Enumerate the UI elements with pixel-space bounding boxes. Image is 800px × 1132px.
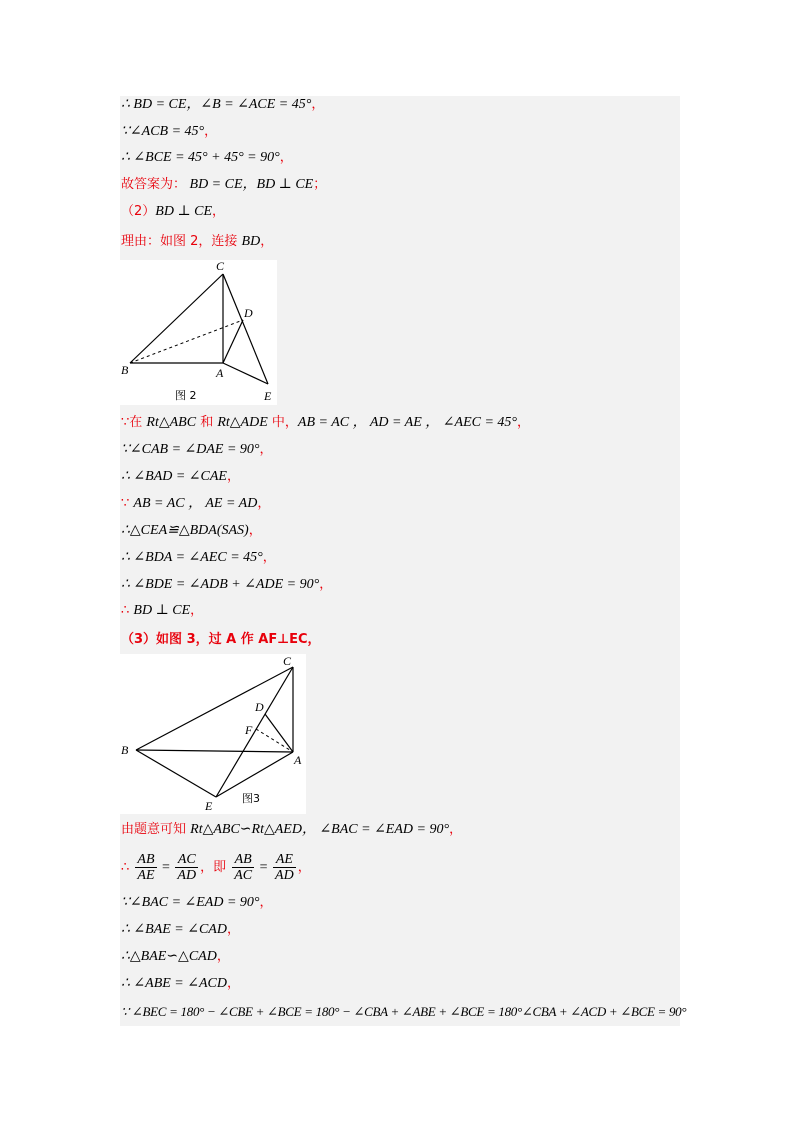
math-text: Rt△ABC∽Rt△AED (190, 822, 302, 837)
therefore-prefix: ∴ (121, 603, 134, 618)
math-text: ∴ ∠BAE = ∠CAD (121, 922, 227, 937)
fraction-ab-ae (135, 852, 156, 883)
numerator: AC (175, 852, 198, 868)
fraction-ac-ad (175, 852, 198, 883)
punct: ， (212, 204, 226, 219)
punct: ， (226, 469, 240, 484)
fraction-ab-ac (232, 852, 254, 883)
numerator: AB (232, 852, 254, 868)
math-text: ∵ ∠BEC = 180° − ∠CBE + ∠BCE = 180° − ∠CBA + ∠ABE + ∠BCE = 180°∠CBA + ∠ACD + ∠BCE = 90° (121, 1004, 687, 1019)
line-11 (121, 519, 262, 543)
denominator: AE (137, 868, 155, 884)
math-text: BD = CE，BD ⊥ CE (189, 177, 314, 192)
denominator: AD (177, 868, 197, 884)
figure-3-caption: 图3 (242, 792, 260, 805)
punct: ， (262, 550, 276, 565)
numerator: AB (137, 852, 155, 868)
punct: ， (279, 150, 293, 165)
math-text: ∴ ∠BDE = ∠ADB + ∠ADE = 90° (121, 577, 320, 592)
math-text: ∴ ∠BDA = ∠AEC = 45° (121, 550, 263, 565)
punct: ， (226, 976, 240, 991)
math-text: ∴△CEA≌△BDA(SAS) (121, 523, 249, 538)
math-text: AB = AC ， AE = AD (133, 496, 258, 511)
answer-prefix: 故答案为： (121, 177, 187, 192)
line-15: （3）如图 3，过 A 作 AF⊥EC， (121, 632, 321, 647)
math-text: Rt△ADE (217, 415, 268, 430)
because-prefix: ∵在 (121, 415, 147, 430)
segment-da (265, 714, 293, 752)
connector: ，即 (200, 860, 231, 875)
math-text: ∴△BAE∽△CAD (121, 949, 217, 964)
punct: ， (311, 97, 325, 112)
segment-bc (130, 274, 223, 363)
math-text: ∴ ∠BAD = ∠CAE (121, 469, 227, 484)
conjunction: 和 (196, 415, 218, 430)
math-text: ∴ ∠BCE = 45° + 45° = 90° (121, 150, 280, 165)
denominator: AC (234, 868, 253, 884)
punct: ， (257, 496, 271, 511)
segment-ea (216, 752, 293, 797)
line-10 (121, 492, 270, 516)
math-text: BD (241, 234, 261, 249)
segment-ec (216, 667, 293, 797)
punct: ， (259, 442, 273, 457)
segment-af-dashed (256, 729, 293, 752)
line-18 (121, 891, 273, 915)
label-a: A (216, 366, 224, 380)
denominator: AD (275, 868, 294, 884)
label-b: B (121, 743, 129, 757)
math-text: BD ⊥ CE (155, 204, 212, 219)
punct: ， (517, 415, 531, 430)
because-prefix: ∵ (121, 496, 134, 511)
line-3 (121, 146, 293, 170)
line-14 (121, 599, 203, 623)
segment-ba (136, 750, 293, 752)
math-text: Rt△ABC (146, 415, 197, 430)
punct: ； (313, 177, 327, 192)
label-c: C (283, 654, 292, 668)
therefore-prefix: ∴ (121, 860, 134, 875)
line-7 (121, 411, 530, 435)
line-8 (121, 438, 273, 462)
math-text: AB = AC ， AD = AE ， ∠AEC = 45° (297, 415, 518, 430)
figure-2-diagram (120, 260, 277, 405)
label-f: F (245, 723, 253, 737)
math-text: ∴ ∠ABE = ∠ACD (121, 976, 227, 991)
punct: ， (216, 949, 230, 964)
line-1 (121, 93, 324, 117)
line-13 (121, 573, 332, 597)
math-text: ∵∠BAC = ∠EAD = 90° (121, 895, 260, 910)
punct: ， (297, 860, 311, 875)
punct: ， (449, 822, 463, 837)
line-22 (121, 1000, 686, 1024)
line-12 (121, 546, 276, 570)
equals: = (256, 860, 272, 875)
reason-prefix: 理由：如图 2，连接 (121, 234, 242, 249)
label-e: E (264, 389, 272, 403)
label-d: D (255, 700, 264, 714)
math-text: ， ∠BAC = ∠EAD = 90° (301, 822, 450, 837)
punct: ， (260, 234, 274, 249)
punct: ， (226, 922, 240, 937)
figure-3 (120, 654, 306, 814)
punct: ， (190, 603, 204, 618)
punct: ， (204, 124, 218, 139)
punct: ， (259, 895, 273, 910)
segment-ce (223, 274, 268, 384)
label-c: C (216, 260, 225, 273)
figure-3-diagram (120, 654, 306, 814)
numerator: AE (273, 852, 296, 868)
line-9 (121, 465, 240, 489)
math-text: ∵∠ACB = 45° (121, 124, 205, 139)
segment-be (136, 750, 216, 797)
line-17 (121, 848, 311, 888)
line-2 (121, 120, 217, 144)
punct: ， (319, 577, 333, 592)
line-6 (121, 230, 273, 254)
equals: = (158, 860, 174, 875)
line-4 (121, 173, 326, 197)
segment-bc (136, 667, 293, 750)
figure-2 (120, 260, 277, 405)
label-b: B (121, 363, 129, 377)
fraction-ae-ad (273, 852, 296, 883)
line-5 (121, 200, 225, 224)
line-19 (121, 918, 240, 942)
label-d: D (244, 306, 253, 320)
line-21 (121, 972, 240, 996)
line-16 (121, 818, 462, 842)
figure-2-caption: 图 2 (175, 389, 197, 402)
connector: 中， (267, 415, 298, 430)
math-text: ∴ BD = CE，∠B = ∠ACE = 45° (121, 97, 312, 112)
punct: ， (248, 523, 262, 538)
part-number: （2） (121, 204, 156, 219)
label-e: E (205, 799, 213, 813)
label-a: A (294, 753, 302, 767)
line-20 (121, 945, 230, 969)
given-prefix: 由题意可知 (121, 822, 191, 837)
math-text: ∵∠CAB = ∠DAE = 90° (121, 442, 260, 457)
math-text: BD ⊥ CE (133, 603, 191, 618)
